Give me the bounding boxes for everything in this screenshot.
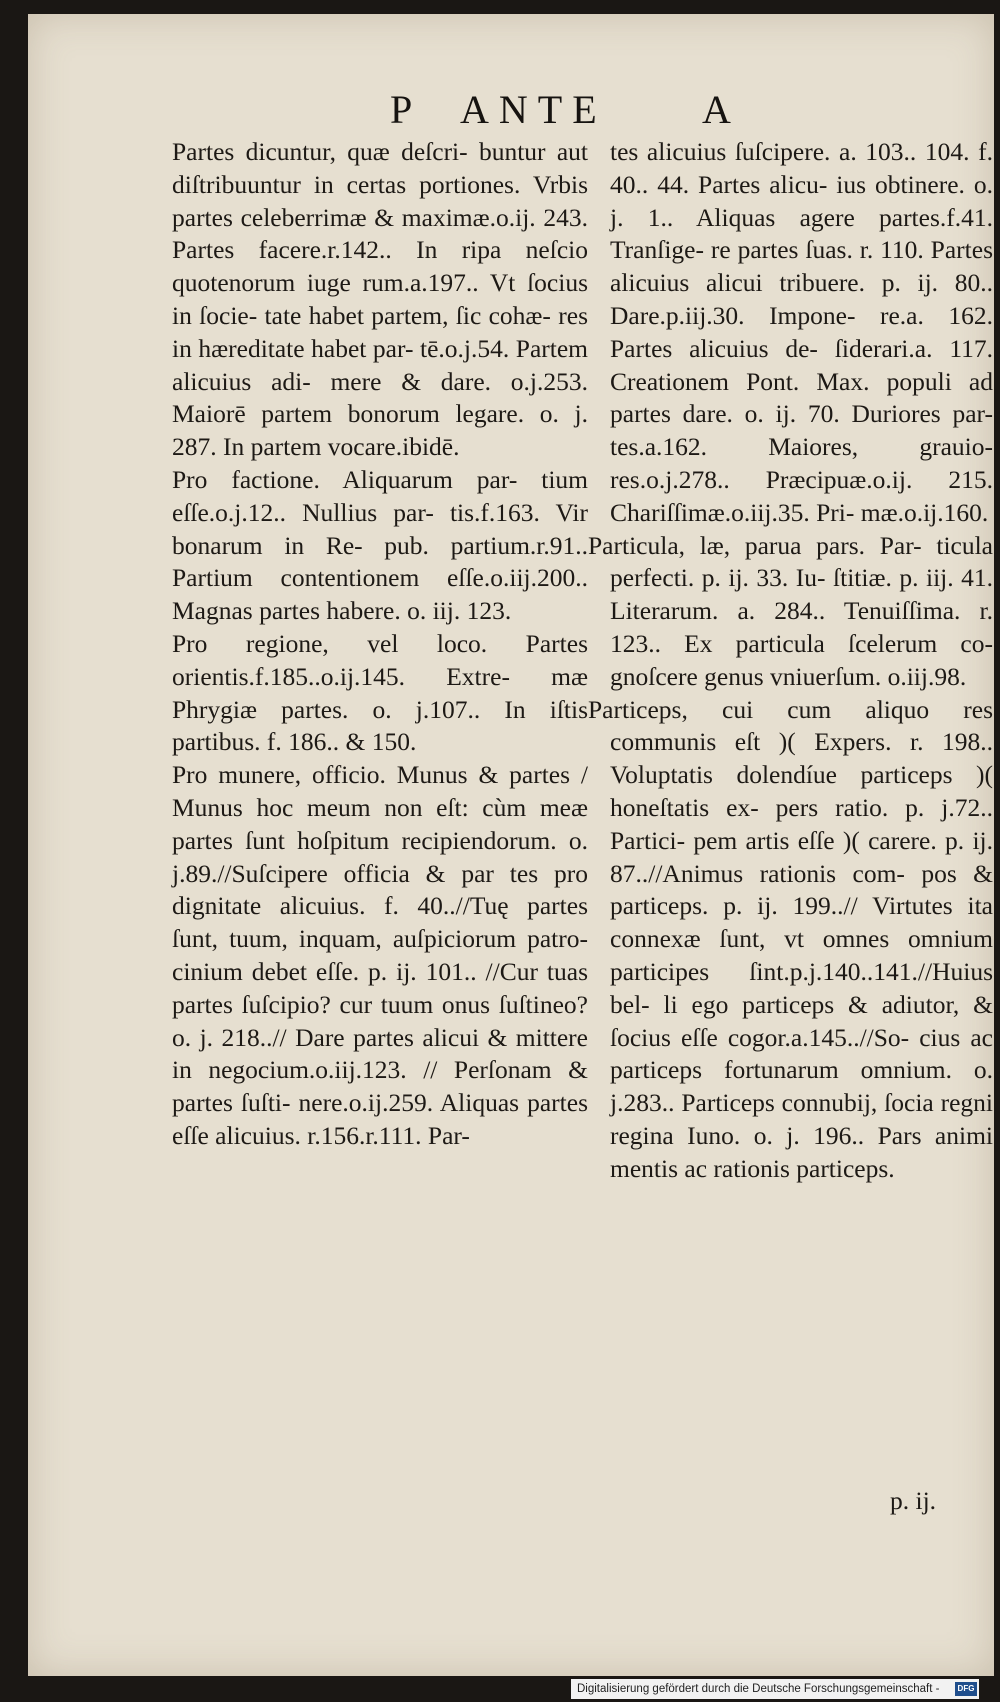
digitization-footer (571, 1679, 979, 1699)
dfg-logo-icon: DFG (955, 1682, 977, 1696)
running-header (28, 86, 994, 136)
entry-pro-regione: Pro regione, vel loco. Partes orientis.f.185..o.ij.145. Extre- mæ Phrygiæ partes. o. j.107.. In iſtis partibus. f. 186.. & 150. (172, 628, 588, 757)
catchword: p. ij. (890, 1486, 937, 1515)
header-center-word: ANTE (460, 87, 607, 132)
entry-pro-munere: Pro munere, officio. Munus & partes / Munus hoc meum non eſt: cùm meæ partes ſunt hoſpitum recipiendorum. o. j.89.//Suſcipere officia & par tes pro dignitate alicuius. f. 40..//Tuę partes ſunt, tuum, inquam, auſpiciorum patro- cinium debet eſſe. p. ij. 101.. //Cur tuas partes ſuſcipio? cur tuum onus ſuſtineo? o. j. 218..// Dare partes alicui & mittere in negocium.o.iij.123. // Perſonam & partes ſuſti- nere.o.ij.259. Aliquas partes eſſe alicuius. r.156.r.111. Par- (172, 760, 588, 1150)
entry-particula: Particula, læ, parua pars. Par- ticula perfecti. p. ij. 33. Iu- ſtitiæ. p. iij. 41. Literarum. a. 284.. Tenuiſſima. r. 123.. Ex particula ſcelerum co- gnoſcere genus vniuerſum. o.iij.98. (588, 530, 993, 691)
entry-pro-factione: Pro factione. Aliquarum par- tium eſſe.o.j.12.. Nullius par- tis.f.163. Vir bonarum in Re- pub. partium.r.91.. Partium contentionem eſſe.o.iij.200.. Magnas partes habere. o. iij. 123. (172, 464, 588, 626)
entry-partes-continued: tes alicuius ſuſcipere. a. 103.. 104. f. 40.. 44. Partes alicu- ius obtinere. o. j. 1.. Aliquas agere partes.f.41. Tranſige- re partes ſuas. r. 110. Partes alicuius alicui tribuere. p. ij. 80.. Dare.p.iij.30. Impone- re.a. 162. Partes alicuius de- ſiderari.a. 117. Creationem Pont. Max. populi ad partes dare. o. ij. 70. Duriores par- tes.a.162. Maiores, grauio- res.o.j.278.. Præcipuæ.o.ij. 215. Chariſſimæ.o.iij.35. Pri- mæ.o.ij.160. (610, 137, 993, 527)
footer-text: Digitalisierung gefördert durch die Deutsche Forschungsgemeinschaft - (577, 1683, 940, 1695)
entry-partes: Partes dicuntur, quæ deſcri- buntur aut diſtribuuntur in certas portiones. Vrbis partes celeberrimæ & maximæ.o.ij. 243. Partes facere.r.142.. In ripa neſcio quotenorum iuge rum.a.197.. Vt ſocius in ſocie- tate habet partem, ſic cohæ- res in hæreditate habet par- tē.o.j.54. Partem alicuius adi- mere & dare. o.j.253. Maiorē partem bonorum legare. o. j. 287. In partem vocare.ibidē. (172, 137, 588, 462)
header-left-letter: P (390, 87, 423, 132)
book-page (28, 14, 994, 1676)
header-right-letter: A (702, 87, 741, 132)
entry-particeps: Particeps, cui cum aliquo res communis eſt )( Expers. r. 198.. Voluptatis dolendíue particeps )( honeſtatis ex- pers ratio. p. j.72.. Partici- pem artis eſſe )( carere. p. ij. 87..//Animus rationis com- pos & particeps. p. ij. 199..// Virtutes ita connexæ ſunt, vt omnes omnium participes ſint.p.j.140..141.//Huius bel- li ego particeps & adiutor, & ſocius eſſe cogor.a.145..//So- cius ac particeps fortunarum omnium. o. j.283.. Particeps connubij, ſocia regni regina Iuno. o. j. 196.. Pars animi mentis ac rationis particeps. (588, 694, 993, 1183)
left-column (172, 136, 588, 1153)
right-column (588, 136, 993, 1186)
